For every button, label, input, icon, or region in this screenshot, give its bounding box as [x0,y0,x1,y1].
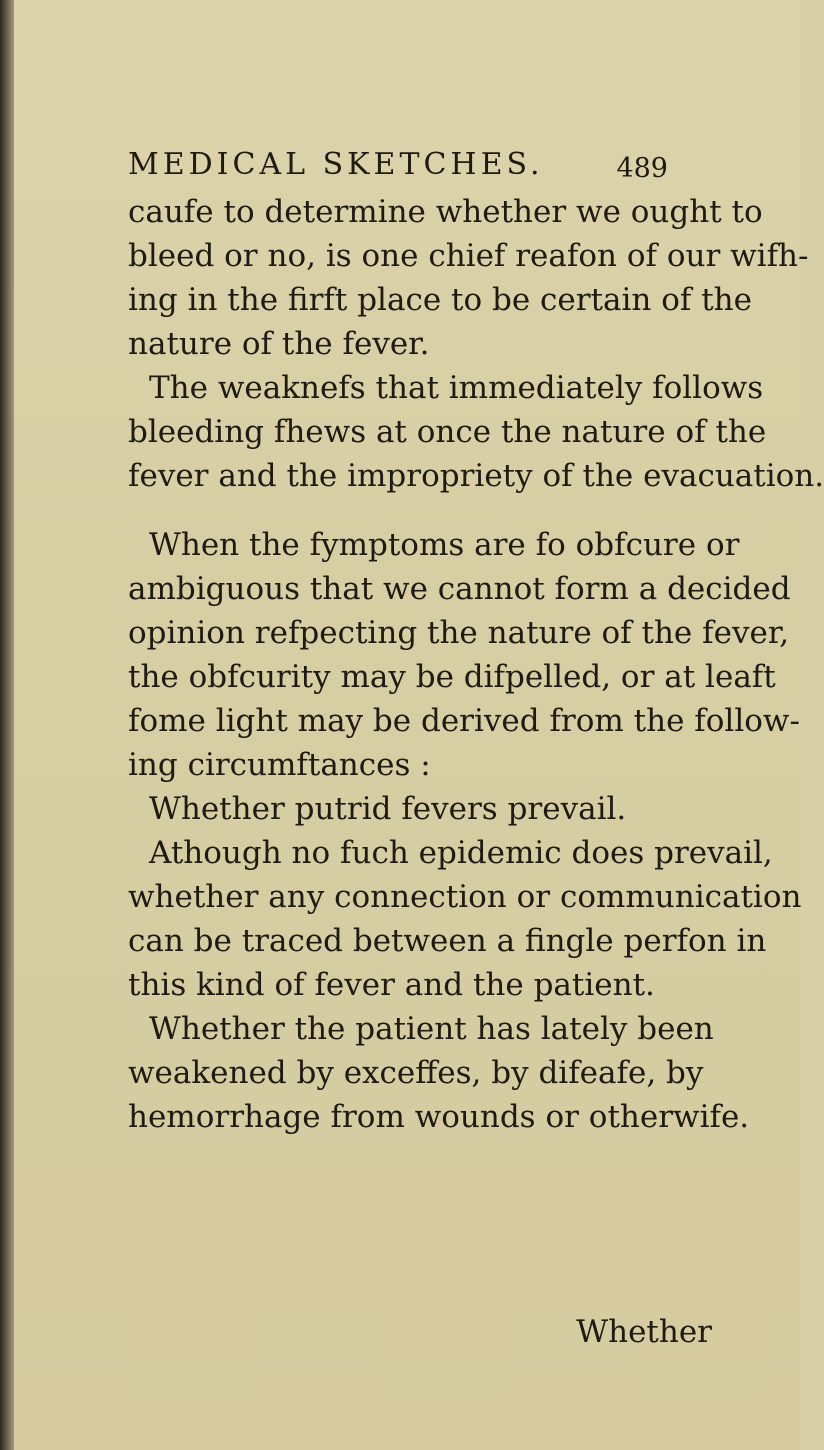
page-number: 489 [616,153,668,184]
text-line: weakened by exceffes, by difeafe, by [128,1055,704,1091]
text-line: nature of the fever. [128,326,430,362]
text-line: whether any connection or communication [128,879,802,915]
text-line: this kind of fever and the patient. [128,967,655,1003]
text-line: Whether the patient has lately been [149,1011,714,1047]
text-line: Whether putrid fevers prevail. [149,791,627,827]
text-line: Athough no fuch epidemic does prevail, [149,835,773,871]
text-line: can be traced between a fingle perfon in [128,923,767,959]
text-line: hemorrhage from wounds or otherwife. [128,1099,750,1135]
text-line: ing in the firft place to be certain of the [128,282,752,318]
text-line: When the fymptoms are fo obfcure or [149,527,740,563]
text-line: opinion refpecting the nature of the fever, [128,615,790,651]
text-line: bleed or no, is one chief reafon of our wifh- [128,238,809,274]
text-line: fever and the impropriety of the evacuation. [128,458,824,494]
text-line: The weaknefs that immediately follows [149,370,764,406]
text-line: ing circumftances : [128,747,431,783]
running-title: MEDICAL SKETCHES. [128,147,544,182]
text-line: bleeding fhews at once the nature of the [128,414,767,450]
text-line: ambiguous that we cannot form a decided [128,571,791,607]
text-line: the obfcurity may be difpelled, or at leaft [128,659,776,695]
catchword: Whether [576,1314,712,1350]
text-line: caufe to determine whether we ought to [128,194,763,230]
text-line: fome light may be derived from the follow- [128,703,800,739]
